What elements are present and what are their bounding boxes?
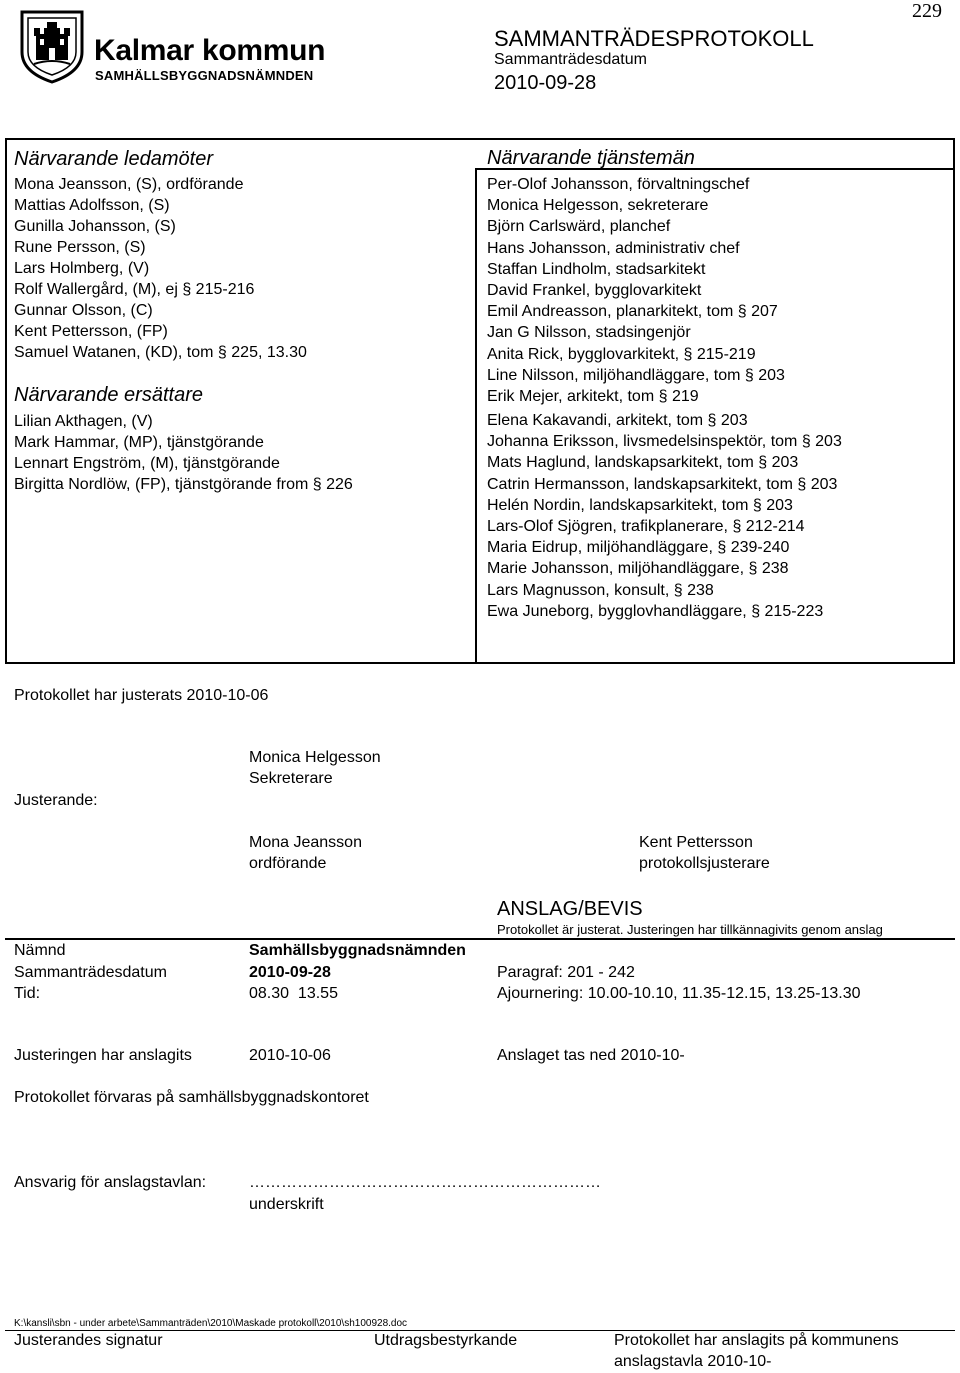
kalmar-coat-of-arms-icon: [18, 8, 86, 84]
posted-date: 2010-10-06: [249, 1047, 331, 1064]
justifying-label: Justerande:: [14, 792, 98, 809]
document-title: SAMMANTRÄDESPROTOKOLL: [494, 26, 814, 51]
official-item: Line Nilsson, miljöhandläggare, tom § 203: [487, 366, 785, 384]
official-item: Emil Andreasson, planarkitekt, tom § 207: [487, 303, 778, 321]
footer-posted-line-2: anslagstavla 2010-10-: [614, 1353, 772, 1370]
official-item: Lars-Olof Sjögren, trafikplanerare, § 212-214: [487, 518, 805, 536]
logo-name: Kalmar kommun: [94, 34, 326, 67]
footer-extract-certification: Utdragsbestyrkande: [374, 1332, 518, 1349]
time-label: Tid:: [14, 985, 41, 1002]
member-item: Mattias Adolfsson, (S): [14, 197, 170, 214]
official-item: Mats Haglund, landskapsarkitekt, tom § 203: [487, 454, 799, 472]
anslag-rule: [5, 938, 955, 940]
members-list: [14, 174, 307, 363]
responsible-label: Ansvarig för anslagstavlan:: [14, 1174, 207, 1191]
official-item: Catrin Hermansson, landskapsarkitekt, tom § 203: [487, 475, 838, 493]
member-item: Lars Holmberg, (V): [14, 260, 150, 277]
committee-value: Samhällsbyggnadsnämnden: [249, 942, 466, 959]
file-path: K:\kansli\sbn - under arbete\Sammanträden\2010\Maskade protokoll\2010\sh100928.doc: [14, 1318, 408, 1329]
page-number: 229: [912, 0, 942, 22]
logo-department: SAMHÄLLSBYGGNADSNÄMNDEN: [95, 68, 314, 83]
storage-location: Protokollet förvaras på samhällsbyggnadskontoret: [14, 1089, 369, 1106]
anslag-note: Protokollet är justerat. Justeringen har tillkännagivits genom anslag: [497, 922, 883, 937]
footer-rule: [5, 1330, 955, 1331]
chair-role: ordförande: [249, 855, 327, 872]
substitute-item: Lilian Akthagen, (V): [14, 413, 153, 430]
anslag-title: ANSLAG/BEVIS: [497, 898, 643, 920]
secretary-role: Sekreterare: [249, 770, 333, 787]
officials-list-b: [487, 410, 842, 622]
official-item: Björn Carlswärd, planchef: [487, 218, 671, 236]
attendance-divider: [475, 168, 477, 664]
member-item: Rolf Wallergård, (M), ej § 215-216: [14, 281, 255, 298]
justified-statement: Protokollet har justerats 2010-10-06: [14, 687, 269, 704]
member-item: Rune Persson, (S): [14, 239, 146, 256]
officials-heading: Närvarande tjänstemän: [487, 147, 695, 169]
official-item: Lars Magnusson, konsult, § 238: [487, 581, 714, 599]
officials-list-a: [487, 174, 785, 407]
substitutes-heading: Närvarande ersättare: [14, 384, 203, 406]
official-item: Per-Olof Johansson, förvaltningschef: [487, 176, 750, 193]
substitute-item: Birgitta Nordlöw, (FP), tjänstgörande from § 226: [14, 476, 353, 493]
member-item: Mona Jeansson, (S), ordförande: [14, 176, 244, 193]
member-item: Gunilla Johansson, (S): [14, 218, 176, 235]
member-item: Gunnar Olsson, (C): [14, 302, 153, 319]
substitute-item: Lennart Engström, (M), tjänstgörande: [14, 455, 280, 472]
adjuster-name: Kent Pettersson: [639, 834, 753, 851]
member-item: Kent Pettersson, (FP): [14, 323, 168, 340]
meeting-date: 2010-09-28: [494, 72, 597, 94]
official-item: Ewa Juneborg, bygglovhandläggare, § 215-223: [487, 602, 824, 620]
official-item: Erik Mejer, arkitekt, tom § 219: [487, 388, 699, 406]
time-value: 08.30 13.55: [249, 985, 338, 1002]
official-item: Anita Rick, bygglovarkitekt, § 215-219: [487, 345, 756, 363]
official-item: Hans Johansson, administrativ chef: [487, 239, 740, 257]
footer-justifier-signature: Justerandes signatur: [14, 1332, 163, 1349]
secretary-name: Monica Helgesson: [249, 749, 381, 766]
anslag-date-value: 2010-09-28: [249, 964, 331, 981]
signature-label: underskrift: [249, 1196, 324, 1213]
removal-date: Anslaget tas ned 2010-10-: [497, 1047, 685, 1064]
official-item: Johanna Eriksson, livsmedelsinspektör, tom § 203: [487, 433, 842, 451]
paragraph-range: Paragraf: 201 - 242: [497, 964, 635, 981]
adjournment: Ajournering: 10.00-10.10, 11.35-12.15, 13.25-13.30: [497, 985, 861, 1002]
official-item: Monica Helgesson, sekreterare: [487, 197, 709, 215]
adjuster-role: protokollsjusterare: [639, 855, 770, 872]
official-item: Elena Kakavandi, arkitekt, tom § 203: [487, 412, 748, 429]
official-item: Marie Johansson, miljöhandläggare, § 238: [487, 560, 789, 578]
committee-label: Nämnd: [14, 942, 66, 959]
members-heading: Närvarande ledamöter: [14, 148, 213, 170]
official-item: Maria Eidrup, miljöhandläggare, § 239-240: [487, 539, 790, 557]
substitutes-list: [14, 411, 353, 495]
member-item: Samuel Watanen, (KD), tom § 225, 13.30: [14, 344, 307, 361]
posted-label: Justeringen har anslagits: [14, 1047, 192, 1064]
official-item: Helén Nordin, landskapsarkitekt, tom § 203: [487, 496, 793, 514]
meeting-date-label: Sammanträdesdatum: [494, 51, 647, 68]
official-item: Staffan Lindholm, stadsarkitekt: [487, 260, 706, 278]
official-item: Jan G Nilsson, stadsingenjör: [487, 324, 691, 342]
substitute-item: Mark Hammar, (MP), tjänstgörande: [14, 434, 264, 451]
chair-name: Mona Jeansson: [249, 834, 362, 851]
anslag-date-label: Sammanträdesdatum: [14, 964, 167, 981]
signature-line: …………………………………………………………: [249, 1174, 601, 1191]
footer-posted-line-1: Protokollet har anslagits på kommunens: [614, 1332, 899, 1349]
official-item: David Frankel, bygglovarkitekt: [487, 282, 702, 300]
